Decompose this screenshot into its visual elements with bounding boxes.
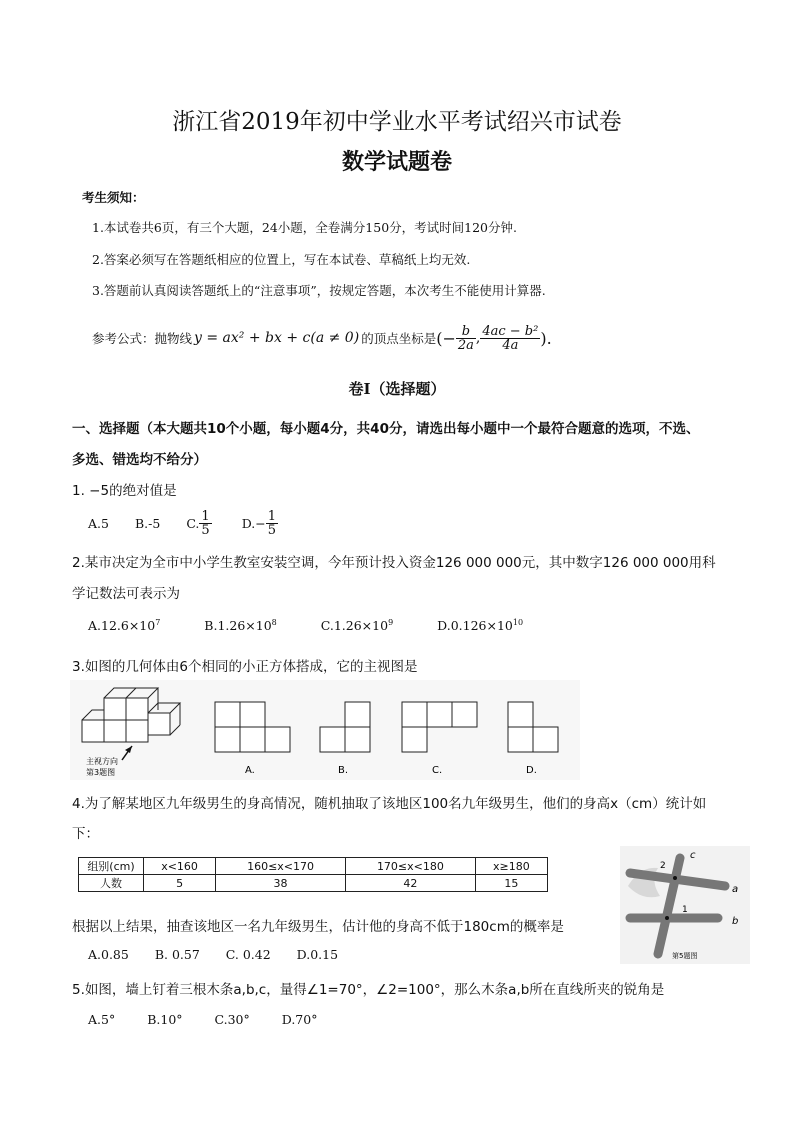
q3-stem: 3.如图的几何体由6个相同的小正方体搭成，它的主视图是 <box>72 659 418 675</box>
q3-figure <box>70 680 580 780</box>
reference-formula: 参考公式：抛物线 y = ax² + bx + c(a ≠ 0) 的顶点坐标是 (− $\frac{b}{2a}$ , $\frac{\text{4ac − b²}}{4a}$ ). <box>92 323 552 353</box>
q5-stem: 5.如图，墙上钉着三根木条a,b,c，量得∠1=70°，∠2=100°，那么木条a,b所在直线所夹的锐角是 <box>72 982 665 998</box>
notice-item-1: 1.本试卷共6页，有三个大题，24小题，全卷满分150分，考试时间120分钟. <box>92 220 517 235</box>
q3-option-a-label: A. <box>245 765 255 776</box>
nail <box>673 876 677 880</box>
table-cell: 38 <box>216 875 346 892</box>
label-c: c <box>690 850 696 861</box>
vertex-x-numerator: b <box>461 323 471 339</box>
q3-fig-caption1: 主视方向 <box>86 757 118 766</box>
nail <box>665 916 669 920</box>
section-title: 卷Ⅰ（选择题） <box>348 380 446 398</box>
table-header-cell: 组别(cm) <box>79 858 144 875</box>
q3-option-b-label: B. <box>338 765 349 776</box>
q3-option-d-label: D. <box>526 765 537 776</box>
q5-figure <box>620 846 750 964</box>
q3-fig-caption2: 第3题图 <box>86 768 116 777</box>
q4-line1: 4.为了解某地区九年级男生的身高情况，随机抽取了该地区100名九年级男生，他们的身高x（cm）统计如 <box>72 796 707 812</box>
page-subtitle: 数学试题卷 <box>341 149 452 175</box>
q2-option-c: $C.1.26\times 10^9$ <box>320 618 394 634</box>
table-row <box>79 875 548 892</box>
notice-heading: 考生须知： <box>82 190 145 205</box>
table-cell: 42 <box>345 875 475 892</box>
table-cell: 15 <box>475 875 547 892</box>
q4-option-d: D.0.15 <box>296 947 339 962</box>
q4-line2: 下： <box>72 826 99 842</box>
vertex-y-numerator: 4ac − b² <box>482 323 539 339</box>
formula-expression: y = ax² + bx + c(a ≠ 0) <box>194 330 360 346</box>
section-instruction-line2: 多选、错选均不给分） <box>72 452 207 468</box>
q4-option-a: A.0.85 <box>88 947 129 962</box>
formula-mid: 的顶点坐标是 <box>361 331 437 346</box>
vertex-x-denominator: 2a <box>457 337 474 353</box>
q2-options <box>88 618 523 633</box>
page-title: 浙江省2019年初中学业水平考试绍兴市试卷 <box>172 109 622 135</box>
table-header-cell: x≥180 <box>475 858 547 875</box>
q4-question: 根据以上结果，抽查该地区一名九年级男生，估计他的身高不低于180cm的概率是 <box>72 919 564 935</box>
q5-option-d: D.70° <box>281 1012 318 1027</box>
notice-item-2: 2.答案必须写在答题纸相应的位置上，写在本试卷、草稿纸上均无效. <box>92 252 471 267</box>
table-header-cell: 170≤x<180 <box>345 858 475 875</box>
section-instruction-line1: 一、选择题（本大题共10个小题，每小题4分，共40分，请选出每小题中一个最符合题意的选项，不选、 <box>72 421 700 437</box>
q3-option-c-label: C. <box>432 765 443 776</box>
label-b: b <box>732 916 739 927</box>
q1-option-c-numerator: 1 <box>201 508 210 524</box>
formula-prefix: 参考公式：抛物线 <box>92 331 193 346</box>
q2-line1: 2.某市决定为全市中小学生教室安装空调，今年预计投入资金126 000 000元，其中数字126 000 000用科 <box>72 555 716 571</box>
q2-line2: 学记数法可表示为 <box>72 586 180 602</box>
table-cell: 5 <box>144 875 216 892</box>
q1-stem: 1. −5的绝对值是 <box>72 483 177 499</box>
q1-option-c-label: C. <box>186 515 200 531</box>
table-row <box>79 858 548 875</box>
q5-option-c: C.30° <box>214 1012 250 1027</box>
q5-option-b: B.10° <box>147 1012 183 1027</box>
vertex-y-denominator: 4a <box>480 338 540 352</box>
q2-option-a: $A.12.6\times 10^7$ <box>88 618 161 634</box>
q1-option-d-denominator: 5 <box>267 522 276 538</box>
height-table <box>78 857 548 892</box>
notice-item-3: 3.答题前认真阅读答题纸上的“注意事项”，按规定答题，本次考生不能使用计算器. <box>92 283 546 298</box>
q5-options <box>88 1012 317 1027</box>
q5-fig-caption: 第5题图 <box>672 952 698 960</box>
q1-option-d-numerator: 1 <box>267 508 276 524</box>
label-angle2: 2 <box>660 861 666 871</box>
q5-option-a: A.5° <box>88 1012 116 1027</box>
q2-option-d: $D.0.126\times 10^{10}$ <box>437 618 524 634</box>
q1-option-a: A.5 <box>88 515 109 531</box>
table-header-cell: x<160 <box>144 858 216 875</box>
q4-option-b: B. 0.57 <box>154 947 200 962</box>
q1-option-c-denominator: 5 <box>201 522 210 538</box>
q1-options <box>88 504 278 542</box>
q2-option-b: $B.1.26\times 10^8$ <box>204 618 277 634</box>
table-header-cell: 160≤x<170 <box>216 858 346 875</box>
label-a: a <box>732 884 739 895</box>
label-angle1: 1 <box>682 905 688 915</box>
q1-option-b: B.-5 <box>134 515 161 531</box>
q1-option-d-label: D.− <box>241 515 266 531</box>
table-row-label: 人数 <box>79 875 144 892</box>
q4-option-c: C. 0.42 <box>225 947 271 962</box>
q4-options <box>88 947 338 962</box>
